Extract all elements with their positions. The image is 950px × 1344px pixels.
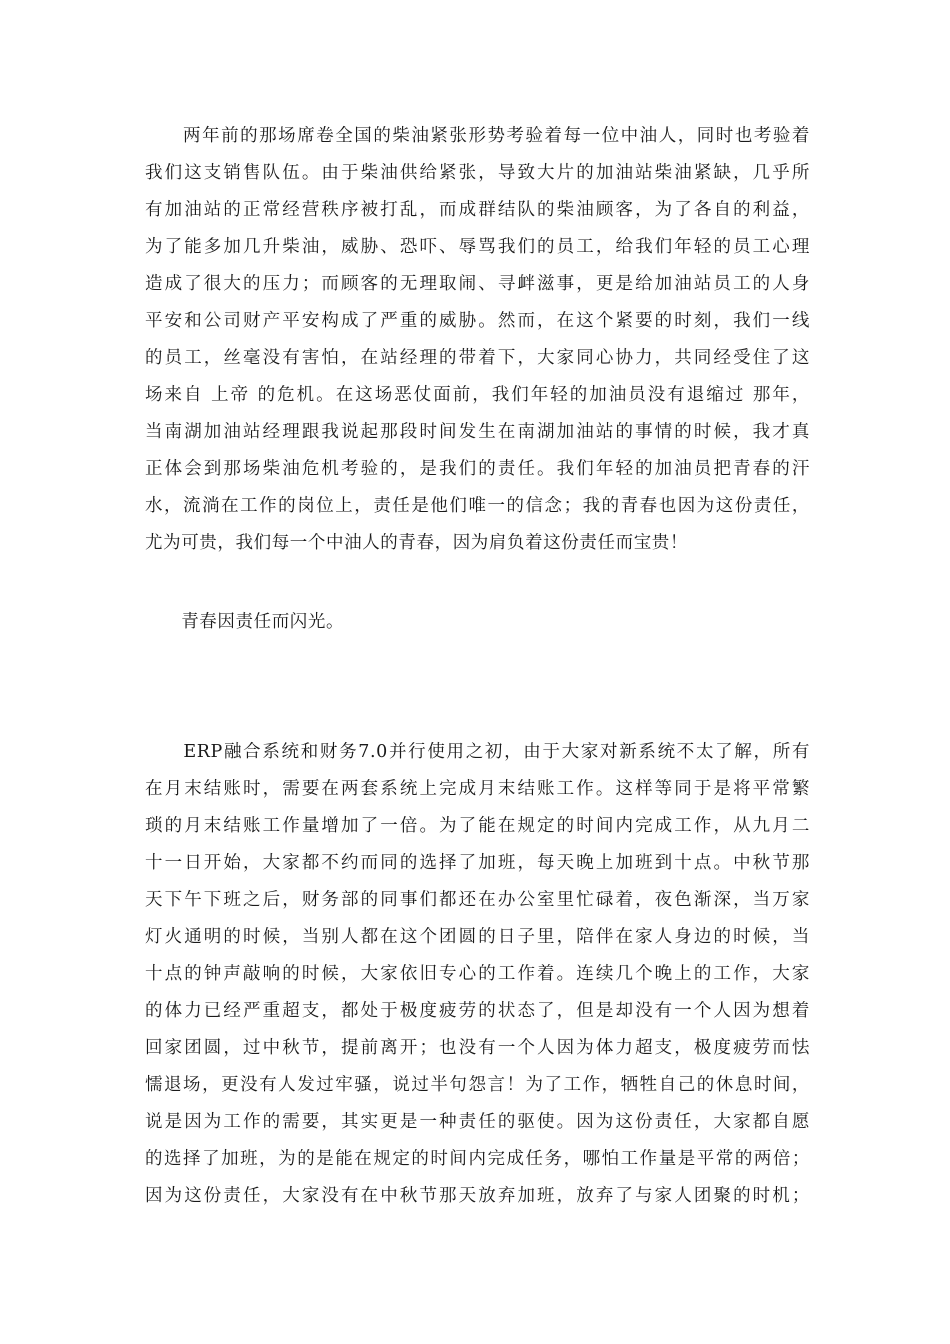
paragraph-diesel-crisis	[145, 118, 810, 562]
paragraph-line: 因为这份责任，大家没有在中秋节那天放弃加班，放弃了与家人团聚的时机；	[145, 1186, 810, 1206]
paragraph-line: 在月末结账时，需要在两套系统上完成月末结账工作。这样等同于是将平常繁	[145, 779, 810, 799]
paragraph-line: 场来自 上帝 的危机。在这场恶仗面前，我们年轻的加油员没有退缩过 那年，	[145, 385, 810, 405]
paragraph-line: 的员工，丝毫没有害怕，在站经理的带着下，大家同心协力，共同经受住了这	[145, 348, 810, 368]
paragraph-line: 有加油站的正常经营秩序被打乱，而成群结队的柴油顾客，为了各自的利益，	[145, 200, 810, 220]
paragraph-line: 青春因责任而闪光。	[145, 612, 345, 632]
paragraph-line: 懦退场，更没有人发过牢骚，说过半句怨言！为了工作，牺牲自己的休息时间，	[145, 1075, 810, 1095]
paragraph-line: 琐的月末结账工作量增加了一倍。为了能在规定的时间内完成工作，从九月二	[145, 816, 810, 836]
paragraph-line: ERP融合系统和财务7.0并行使用之初，由于大家对新系统不太了解，所有	[145, 742, 810, 762]
paragraph-line: 水，流淌在工作的岗位上，责任是他们唯一的信念；我的青春也因为这份责任，	[145, 496, 810, 516]
paragraph-erp-overtime	[145, 734, 810, 1215]
paragraph-line: 正体会到那场柴油危机考验的，是我们的责任。我们年轻的加油员把青春的汗	[145, 459, 810, 479]
paragraph-line: 灯火通明的时候，当别人都在这个团圆的日子里，陪伴在家人身边的时候，当	[145, 927, 810, 947]
paragraph-line: 说是因为工作的需要，其实更是一种责任的驱使。因为这份责任，大家都自愿	[145, 1112, 810, 1132]
paragraph-line: 十一日开始，大家都不约而同的选择了加班，每天晚上加班到十点。中秋节那	[145, 853, 810, 873]
paragraph-line: 平安和公司财产平安构成了严重的威胁。然而，在这个紧要的时刻，我们一线	[145, 311, 810, 331]
paragraph-line: 造成了很大的压力；而顾客的无理取闹、寻衅滋事，更是给加油站员工的人身	[145, 274, 810, 294]
paragraph-line: 两年前的那场席卷全国的柴油紧张形势考验着每一位中油人，同时也考验着	[145, 126, 810, 146]
paragraph-line: 当南湖加油站经理跟我说起那段时间发生在南湖加油站的事情的时候，我才真	[145, 422, 810, 442]
paragraph-youth-shines	[145, 604, 810, 641]
paragraph-line: 尤为可贵，我们每一个中油人的青春，因为肩负着这份责任而宝贵！	[145, 533, 688, 553]
paragraph-line: 天下午下班之后，财务部的同事们都还在办公室里忙碌着，夜色渐深，当万家	[145, 890, 810, 910]
paragraph-line: 十点的钟声敲响的时候，大家依旧专心的工作着。连续几个晚上的工作，大家	[145, 964, 810, 984]
paragraph-line: 为了能多加几升柴油，威胁、恐吓、辱骂我们的员工，给我们年轻的员工心理	[145, 237, 810, 257]
paragraph-line: 的选择了加班，为的是能在规定的时间内完成任务，哪怕工作量是平常的两倍；	[145, 1149, 810, 1169]
paragraph-line: 回家团圆，过中秋节，提前离开；也没有一个人因为体力超支，极度疲劳而怯	[145, 1038, 810, 1058]
paragraph-line: 的体力已经严重超支，都处于极度疲劳的状态了，但是却没有一个人因为想着	[145, 1001, 810, 1021]
paragraph-line: 我们这支销售队伍。由于柴油供给紧张，导致大片的加油站柴油紧缺，几乎所	[145, 163, 810, 183]
